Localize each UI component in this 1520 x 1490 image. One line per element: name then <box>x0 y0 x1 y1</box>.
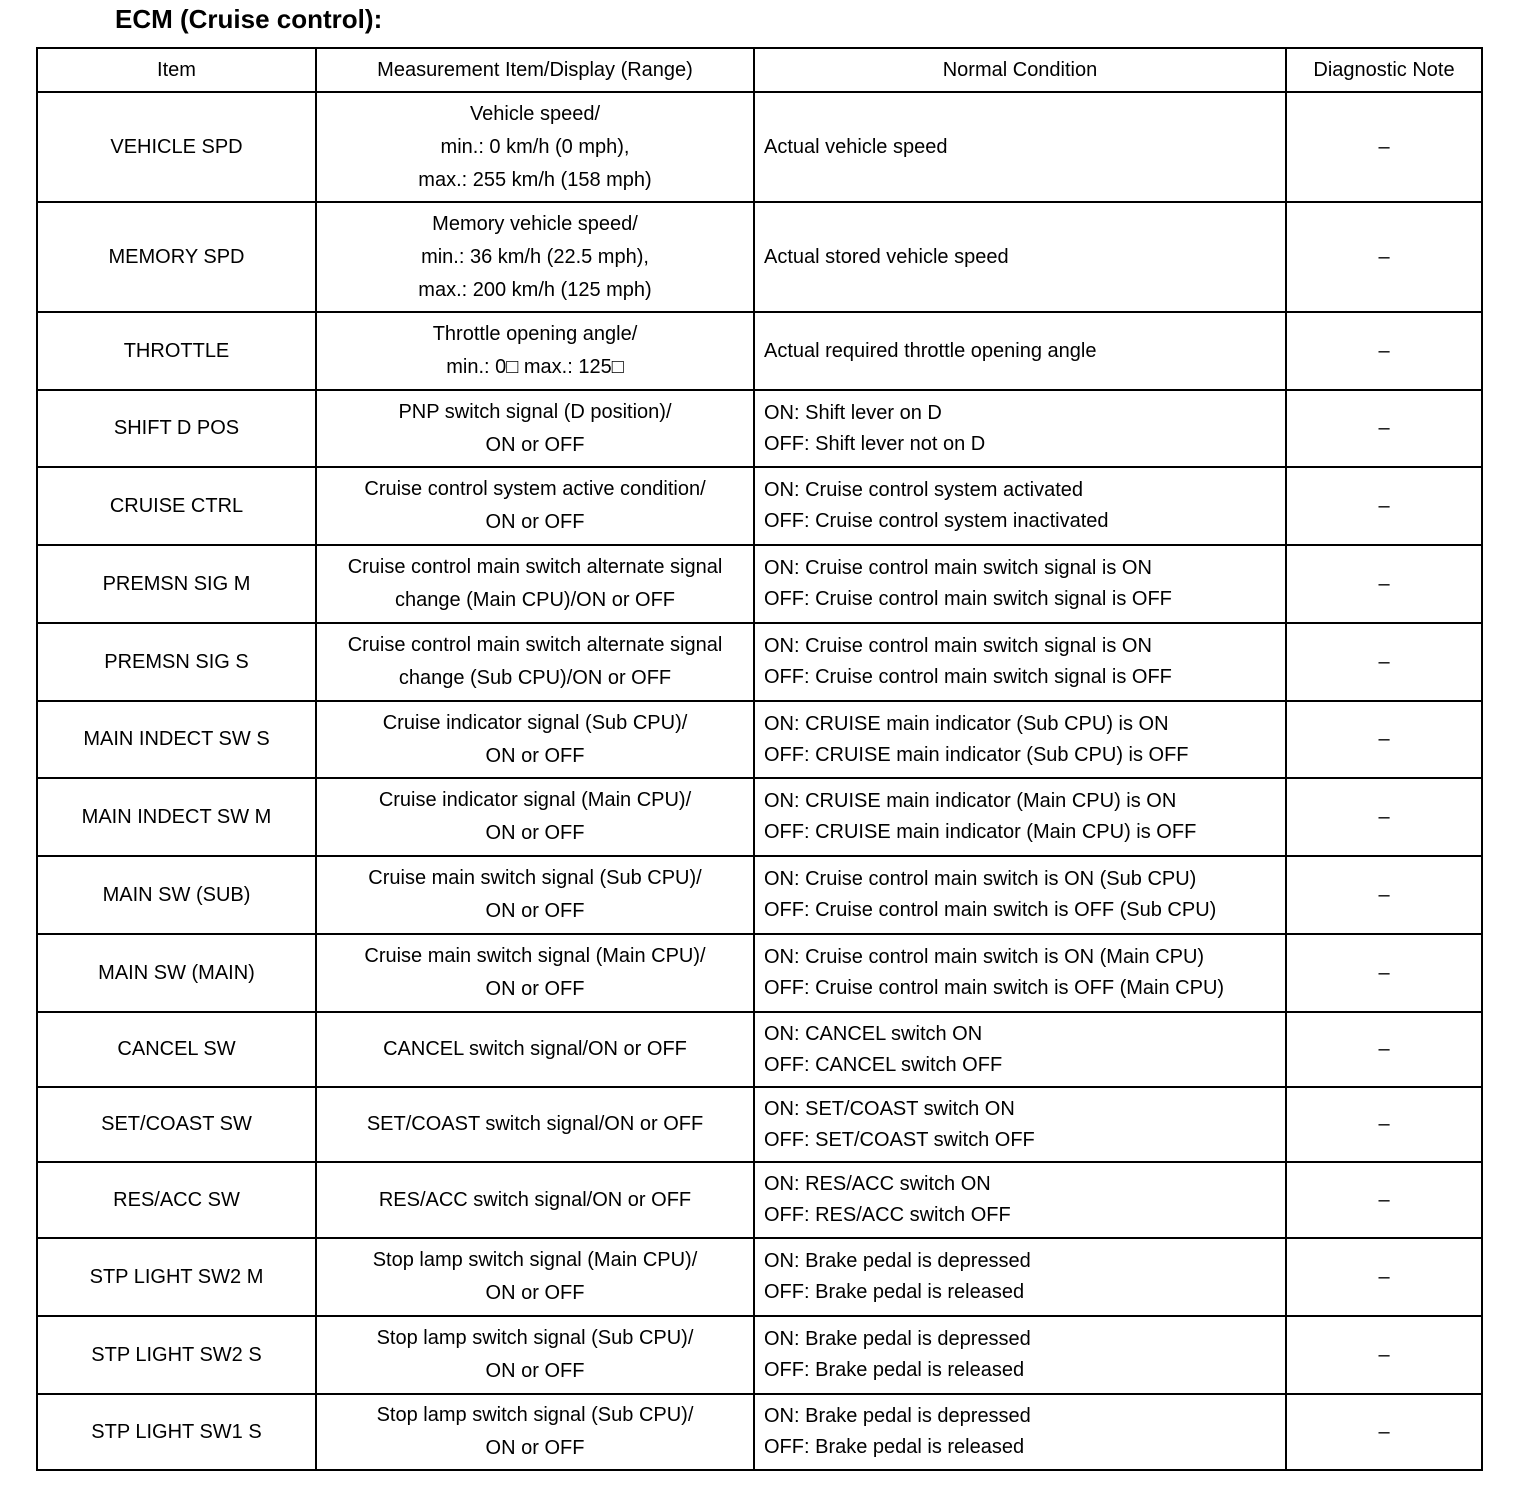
measurement-line: Cruise control main switch alternate signal <box>347 556 723 578</box>
table-row <box>37 856 1482 934</box>
condition-line: OFF: Cruise control main switch is OFF (Sub CPU) <box>764 899 1217 921</box>
condition-line: ON: SET/COAST switch ON <box>764 1097 1015 1120</box>
measurement-line: ON or OFF <box>485 511 585 533</box>
condition-line: OFF: Cruise control system inactivated <box>764 510 1109 532</box>
diagnostic-note: – <box>1378 417 1390 439</box>
diagnostic-note-cell <box>1286 390 1482 467</box>
measurement-cell <box>316 1238 754 1316</box>
normal-condition-cell <box>754 701 1286 778</box>
condition-line: ON: Shift lever on D <box>764 401 942 424</box>
diagnostic-note: – <box>1378 1188 1390 1211</box>
item-cell <box>37 701 316 778</box>
normal-condition-cell <box>754 934 1286 1012</box>
measurement-cell <box>316 934 754 1012</box>
item-cell <box>37 202 316 312</box>
normal-condition-cell <box>754 856 1286 934</box>
item-cell <box>37 1087 316 1162</box>
measurement-cell <box>316 778 754 856</box>
item-cell <box>37 934 316 1012</box>
measurement-line: Stop lamp switch signal (Main CPU)/ <box>372 1249 698 1271</box>
item-cell <box>37 1316 316 1394</box>
diagnostic-note-cell <box>1286 1012 1482 1087</box>
item-cell <box>37 1162 316 1238</box>
diagnostic-note: – <box>1378 245 1390 268</box>
diagnostic-note: – <box>1378 135 1390 158</box>
header-measurement: Measurement Item/Display (Range) <box>316 48 754 92</box>
item-name: MAIN SW (SUB) <box>102 883 251 906</box>
measurement-line: min.: 36 km/h (22.5 mph), <box>421 245 649 268</box>
table-row <box>37 623 1482 701</box>
diagnostic-note: – <box>1378 883 1390 906</box>
measurement-line: Cruise control main switch alternate signal <box>347 634 723 656</box>
measurement-cell <box>316 312 754 390</box>
condition-line: ON: CRUISE main indicator (Main CPU) is ON <box>764 790 1177 812</box>
measurement-line: ON or OFF <box>485 1437 585 1459</box>
measurement-line: ON or OFF <box>485 978 585 1000</box>
condition-line: ON: Cruise control main switch signal is ON <box>764 635 1152 657</box>
measurement-line: Cruise indicator signal (Main CPU)/ <box>378 789 692 811</box>
measurement-line: Throttle opening angle/ <box>432 323 638 345</box>
item-cell <box>37 467 316 545</box>
item-name: MEMORY SPD <box>108 245 245 268</box>
measurement-line: ON or OFF <box>485 744 585 767</box>
condition-line: Actual stored vehicle speed <box>764 245 1009 268</box>
measurement-line: max.: 255 km/h (158 mph) <box>418 168 652 191</box>
table-row <box>37 1012 1482 1087</box>
measurement-line: change (Main CPU)/ON or OFF <box>394 589 676 611</box>
measurement-line: ON or OFF <box>485 900 585 922</box>
item-name: SHIFT D POS <box>113 417 240 439</box>
measurement-cell <box>316 1087 754 1162</box>
condition-line: OFF: SET/COAST switch OFF <box>764 1128 1035 1151</box>
diagnostic-note-cell <box>1286 934 1482 1012</box>
item-name: STP LIGHT SW2 S <box>91 1343 262 1366</box>
table-row <box>37 778 1482 856</box>
condition-line: ON: Cruise control main switch is ON (Main CPU) <box>764 946 1205 968</box>
item-name: VEHICLE SPD <box>110 135 243 158</box>
table-row <box>37 1087 1482 1162</box>
condition-line: OFF: CANCEL switch OFF <box>764 1053 1003 1076</box>
page-title: ECM (Cruise control): <box>115 4 383 34</box>
measurement-cell <box>316 623 754 701</box>
measurement-line: SET/COAST switch signal/ON or OFF <box>366 1113 704 1135</box>
diagnostic-note-cell <box>1286 778 1482 856</box>
diagnostic-note: – <box>1378 339 1390 362</box>
item-name: SET/COAST SW <box>101 1113 252 1135</box>
measurement-line: change (Sub CPU)/ON or OFF <box>398 667 672 689</box>
table-row <box>37 1238 1482 1316</box>
item-name: MAIN INDECT SW S <box>83 728 270 750</box>
item-name: MAIN SW (MAIN) <box>98 961 255 984</box>
diagnostic-note-cell <box>1286 1162 1482 1238</box>
condition-line: Actual required throttle opening angle <box>764 339 1097 362</box>
diagnostic-note: – <box>1378 805 1390 828</box>
item-cell <box>37 1238 316 1316</box>
table-row <box>37 92 1482 202</box>
measurement-cell <box>316 92 754 202</box>
data-list-table <box>36 47 1483 1471</box>
normal-condition-cell <box>754 1162 1286 1238</box>
item-cell <box>37 92 316 202</box>
item-cell <box>37 1012 316 1087</box>
condition-line: ON: CRUISE main indicator (Sub CPU) is ON <box>764 712 1169 735</box>
diagnostic-note-cell <box>1286 1087 1482 1162</box>
condition-line: OFF: Cruise control main switch signal is OFF <box>764 666 1172 688</box>
condition-line: Actual vehicle speed <box>764 135 948 158</box>
diagnostic-note-cell <box>1286 1316 1482 1394</box>
condition-line: ON: Brake pedal is depressed <box>764 1405 1031 1427</box>
normal-condition-cell <box>754 778 1286 856</box>
item-name: CANCEL SW <box>117 1038 236 1060</box>
table-header-row <box>37 48 1482 92</box>
condition-line: OFF: Shift lever not on D <box>764 432 986 455</box>
condition-line: ON: Brake pedal is depressed <box>764 1250 1031 1272</box>
condition-line: ON: CANCEL switch ON <box>764 1022 983 1045</box>
measurement-line: ON or OFF <box>485 1282 585 1304</box>
diagnostic-note: – <box>1378 1420 1390 1443</box>
measurement-line: Stop lamp switch signal (Sub CPU)/ <box>376 1327 694 1349</box>
normal-condition-cell <box>754 312 1286 390</box>
measurement-line: min.: 0 km/h (0 mph), <box>440 135 630 158</box>
item-name: PREMSN SIG S <box>104 650 249 673</box>
normal-condition-cell <box>754 1394 1286 1470</box>
normal-condition-cell <box>754 202 1286 312</box>
measurement-cell <box>316 856 754 934</box>
table-row <box>37 1316 1482 1394</box>
diagnostic-note-cell <box>1286 856 1482 934</box>
table-row <box>37 934 1482 1012</box>
measurement-cell <box>316 545 754 623</box>
header-diagnostic-note: Diagnostic Note <box>1286 48 1482 92</box>
item-cell <box>37 390 316 467</box>
measurement-line: Cruise main switch signal (Sub CPU)/ <box>368 867 702 889</box>
diagnostic-note-cell <box>1286 1394 1482 1470</box>
table-row <box>37 701 1482 778</box>
item-name: STP LIGHT SW2 M <box>89 1265 264 1288</box>
measurement-line: Cruise indicator signal (Sub CPU)/ <box>382 711 688 734</box>
diagnostic-note: – <box>1378 1113 1390 1135</box>
condition-line: ON: Cruise control main switch is ON (Sub CPU) <box>764 868 1197 890</box>
diagnostic-note-cell <box>1286 701 1482 778</box>
measurement-line: RES/ACC switch signal/ON or OFF <box>378 1188 692 1211</box>
item-name: STP LIGHT SW1 S <box>91 1420 262 1443</box>
condition-line: OFF: Brake pedal is released <box>764 1281 1025 1303</box>
item-name: PREMSN SIG M <box>102 572 251 595</box>
diagnostic-note: – <box>1378 572 1390 595</box>
diagnostic-note: – <box>1378 1343 1390 1366</box>
measurement-cell <box>316 1162 754 1238</box>
diagnostic-note: – <box>1378 961 1390 984</box>
measurement-cell <box>316 1316 754 1394</box>
measurement-line: Vehicle speed/ <box>469 102 601 125</box>
condition-line: ON: Brake pedal is depressed <box>764 1328 1031 1350</box>
normal-condition-cell <box>754 1316 1286 1394</box>
diagnostic-note: – <box>1378 728 1390 750</box>
normal-condition-cell <box>754 92 1286 202</box>
item-name: THROTTLE <box>123 339 230 362</box>
table-row <box>37 467 1482 545</box>
item-cell <box>37 778 316 856</box>
table-row <box>37 390 1482 467</box>
diagnostic-note-cell <box>1286 1238 1482 1316</box>
diagnostic-note-cell <box>1286 623 1482 701</box>
normal-condition-cell <box>754 1087 1286 1162</box>
condition-line: OFF: Brake pedal is released <box>764 1436 1025 1458</box>
diagnostic-note-cell <box>1286 467 1482 545</box>
measurement-line: Memory vehicle speed/ <box>432 212 638 235</box>
measurement-cell <box>316 1394 754 1470</box>
item-name: CRUISE CTRL <box>109 494 244 517</box>
condition-line: ON: Cruise control main switch signal is ON <box>764 557 1152 579</box>
table-row <box>37 1394 1482 1470</box>
diagnostic-note: – <box>1378 1038 1390 1060</box>
item-name: MAIN INDECT SW M <box>81 805 272 828</box>
measurement-line: Cruise main switch signal (Main CPU)/ <box>364 945 706 967</box>
measurement-line: PNP switch signal (D position)/ <box>398 400 672 423</box>
normal-condition-cell <box>754 623 1286 701</box>
measurement-cell <box>316 701 754 778</box>
condition-line: OFF: CRUISE main indicator (Main CPU) is OFF <box>764 821 1197 843</box>
measurement-cell <box>316 467 754 545</box>
diagnostic-note: – <box>1378 1265 1390 1288</box>
measurement-cell <box>316 390 754 467</box>
condition-line: OFF: Brake pedal is released <box>764 1359 1025 1381</box>
table-row <box>37 1162 1482 1238</box>
condition-line: ON: Cruise control system activated <box>764 479 1083 501</box>
diagnostic-note-cell <box>1286 202 1482 312</box>
condition-line: OFF: Cruise control main switch signal is OFF <box>764 588 1172 610</box>
item-name: RES/ACC SW <box>113 1188 240 1211</box>
header-normal-condition: Normal Condition <box>754 48 1286 92</box>
table-row <box>37 545 1482 623</box>
header-item: Item <box>37 48 316 92</box>
condition-line: OFF: CRUISE main indicator (Sub CPU) is OFF <box>764 743 1189 766</box>
measurement-line: max.: 200 km/h (125 mph) <box>418 278 652 301</box>
condition-line: ON: RES/ACC switch ON <box>764 1173 991 1195</box>
condition-line: OFF: RES/ACC switch OFF <box>764 1204 1011 1226</box>
measurement-cell <box>316 202 754 312</box>
measurement-line: ON or OFF <box>485 433 585 456</box>
normal-condition-cell <box>754 390 1286 467</box>
item-cell <box>37 545 316 623</box>
measurement-line: min.: 0□ max.: 125□ <box>446 356 624 378</box>
diagnostic-note: – <box>1378 494 1390 517</box>
condition-line: OFF: Cruise control main switch is OFF (Main CPU) <box>764 977 1225 999</box>
diagnostic-note: – <box>1378 650 1390 673</box>
table-row <box>37 202 1482 312</box>
measurement-line: CANCEL switch signal/ON or OFF <box>383 1038 687 1060</box>
normal-condition-cell <box>754 545 1286 623</box>
measurement-cell <box>316 1012 754 1087</box>
normal-condition-cell <box>754 1238 1286 1316</box>
item-cell <box>37 623 316 701</box>
diagnostic-note-cell <box>1286 92 1482 202</box>
measurement-line: ON or OFF <box>485 822 585 844</box>
diagnostic-note-cell <box>1286 312 1482 390</box>
measurement-line: Cruise control system active condition/ <box>364 478 706 500</box>
normal-condition-cell <box>754 1012 1286 1087</box>
item-cell <box>37 1394 316 1470</box>
normal-condition-cell <box>754 467 1286 545</box>
item-cell <box>37 856 316 934</box>
item-cell <box>37 312 316 390</box>
table-row <box>37 312 1482 390</box>
measurement-line: Stop lamp switch signal (Sub CPU)/ <box>376 1404 694 1426</box>
diagnostic-note-cell <box>1286 545 1482 623</box>
measurement-line: ON or OFF <box>485 1360 585 1382</box>
